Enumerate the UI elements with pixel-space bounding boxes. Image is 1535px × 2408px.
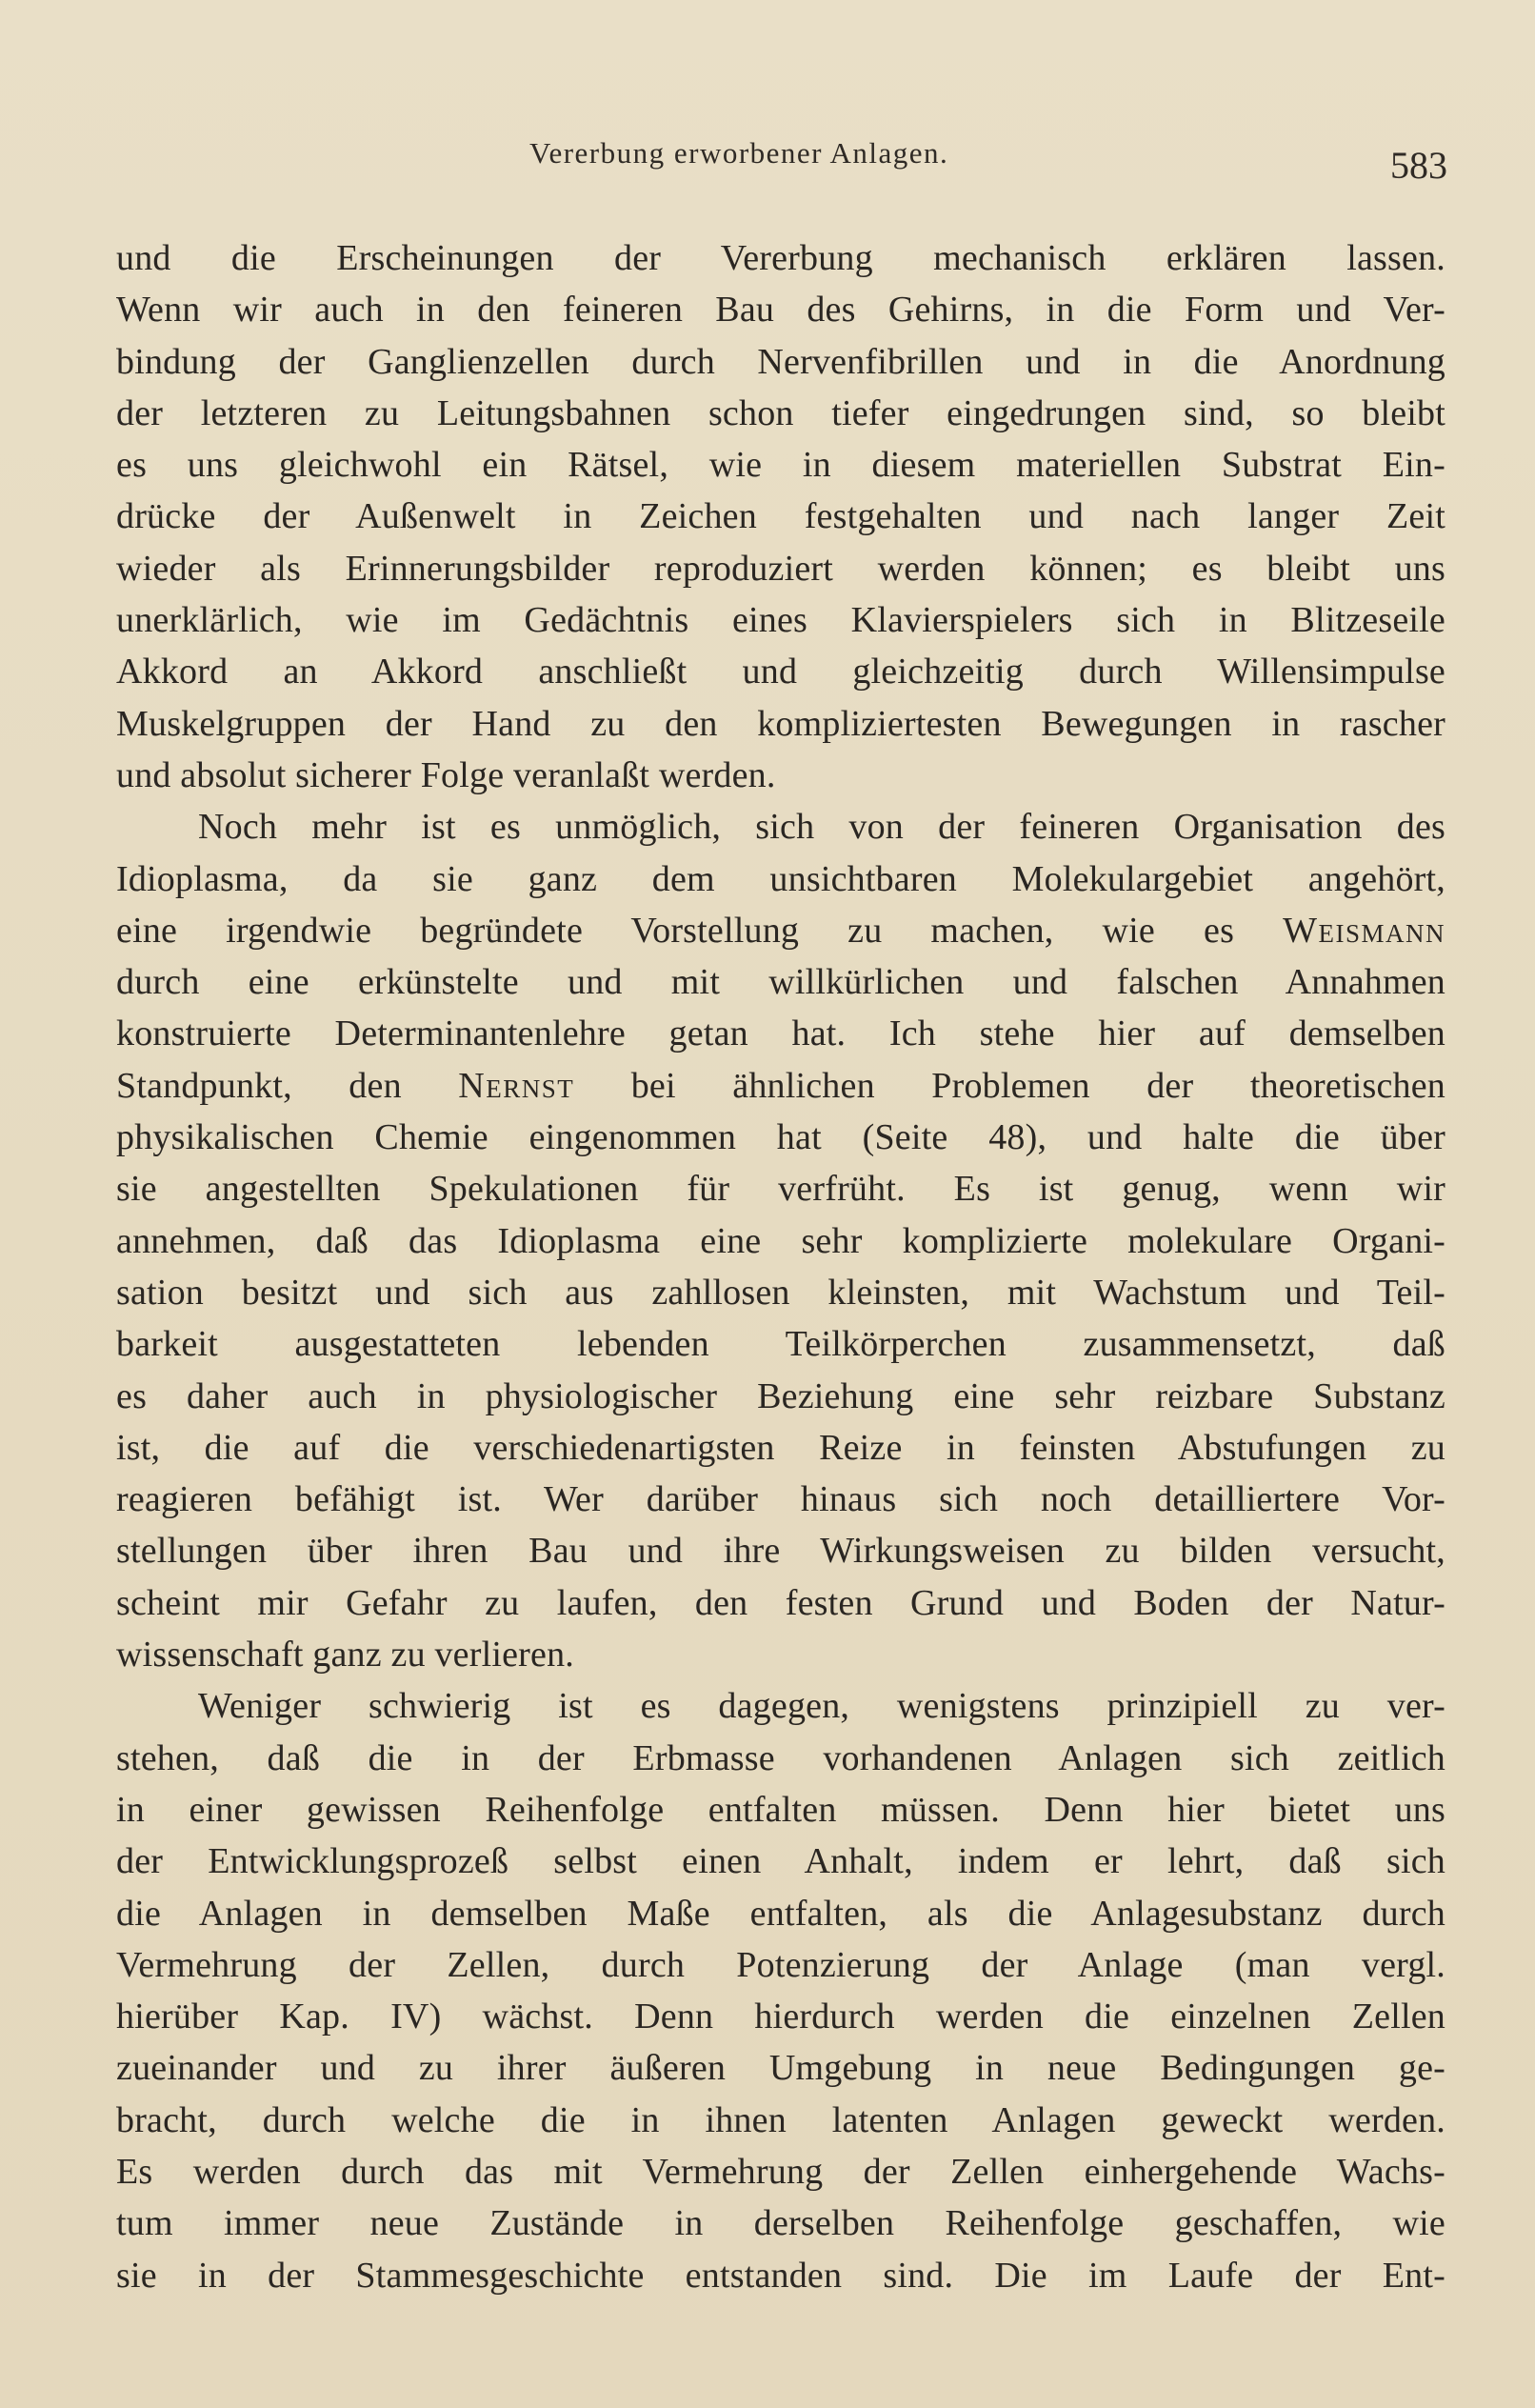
text-line: barkeit ausgestatteten lebenden Teilkörperchen zusammensetzt, daß [116,1324,1445,1365]
text-line: Wenn wir auch in den feineren Bau des Gehirns, in die Form und Ver- [116,290,1445,331]
paragraph-start-line: Weniger schwierig ist es dagegen, wenigstens prinzipiell zu ver- [198,1686,1445,1727]
paragraph-end-line: und absolut sicherer Folge veranlaßt werden. [116,754,776,795]
text-line: Akkord an Akkord anschließt und gleichzeitig durch Willensimpulse [116,652,1445,692]
text-line: sie angestellten Spekulationen für verfrüht. Es ist genug, wenn wir [116,1169,1445,1210]
text-line [116,1060,1445,1112]
text-line-segment: eine irgendwie begründete Vorstellung zu machen, wie es [116,910,1284,951]
text-line: Muskelgruppen der Hand zu den kompliziertesten Bewegungen in rascher [116,703,1445,744]
text-line: konstruierte Determinantenlehre getan hat. Ich stehe hier auf demselben [116,1013,1445,1054]
text-line: sie in der Stammesgeschichte entstanden sind. Die im Laufe der Ent- [116,2255,1445,2296]
text-line: hierüber Kap. IV) wächst. Denn hierdurch werden die einzelnen Zellen [116,1997,1445,2037]
paragraph-start-line: Noch mehr ist es unmöglich, sich von der feineren Organisation des [198,807,1445,848]
text-line: stellungen über ihren Bau und ihre Wirkungsweisen zu bilden versucht, [116,1531,1445,1572]
text-line [116,905,1445,956]
text-line: bindung der Ganglienzellen durch Nervenfibrillen und in die Anordnung [116,341,1445,382]
text-line: und die Erscheinungen der Vererbung mechanisch erklären lassen. [116,238,1445,278]
text-line: es daher auch in physiologischer Beziehung eine sehr reizbare Substanz [116,1375,1445,1416]
page-number: 583 [1390,144,1447,187]
text-line: Vermehrung der Zellen, durch Potenzierung der Anlage (man vergl. [116,1944,1445,1985]
text-line: bracht, durch welche die in ihnen latenten Anlagen geweckt werden. [116,2099,1445,2140]
text-line: die Anlagen in demselben Maße entfalten, als die Anlagesubstanz durch [116,1893,1445,1934]
text-line: der letzteren zu Leitungsbahnen schon tiefer eingedrungen sind, so bleibt [116,392,1445,433]
text-line: stehen, daß die in der Erbmasse vorhandenen Anlagen sich zeitlich [116,1737,1445,1778]
text-line: zueinander und zu ihrer äußeren Umgebung in neue Bedingungen ge- [116,2048,1445,2089]
author-name-nernst: Nernst [458,1065,575,1106]
text-line: drücke der Außenwelt in Zeichen festgehalten und nach langer Zeit [116,496,1445,537]
text-line: tum immer neue Zustände in derselben Reihenfolge geschaffen, wie [116,2203,1445,2244]
text-line: durch eine erkünstelte und mit willkürlichen und falschen Annahmen [116,962,1445,1003]
text-line: Idioplasma, da sie ganz dem unsichtbaren Molekulargebiet angehört, [116,858,1445,899]
text-line: physikalischen Chemie eingenommen hat (Seite 48), und halte die über [116,1117,1445,1158]
running-header-title: Vererbung erworbener Anlagen. [529,136,949,170]
text-line: es uns gleichwohl ein Rätsel, wie in diesem materiellen Substrat Ein- [116,445,1445,486]
text-line: unerklärlich, wie im Gedächtnis eines Klavierspielers sich in Blitzeseile [116,600,1445,641]
text-line: scheint mir Gefahr zu laufen, den festen Grund und Boden der Natur- [116,1582,1445,1623]
text-line: in einer gewissen Reihenfolge entfalten müssen. Denn hier bietet uns [116,1789,1445,1830]
text-line-segment: Standpunkt, den [116,1065,459,1106]
body-text [116,232,1445,2301]
text-line: reagieren befähigt ist. Wer darüber hinaus sich noch detailliertere Vor- [116,1479,1445,1520]
text-line: wieder als Erinnerungsbilder reproduziert werden können; es bleibt uns [116,548,1445,589]
paragraph-end-line: wissenschaft ganz zu verlieren. [116,1635,574,1676]
author-name-weismann: Weismann [1283,910,1445,951]
text-line: annehmen, daß das Idioplasma eine sehr komplizierte molekulare Organi- [116,1220,1445,1261]
text-line: sation besitzt und sich aus zahllosen kleinsten, mit Wachstum und Teil- [116,1272,1445,1313]
text-line: der Entwicklungsprozeß selbst einen Anhalt, indem er lehrt, daß sich [116,1841,1445,1882]
text-line: ist, die auf die verschiedenartigsten Reize in feinsten Abstufungen zu [116,1427,1445,1468]
text-line-segment: bei ähnlichen Problemen der theoretischen [574,1065,1445,1106]
text-line: Es werden durch das mit Vermehrung der Zellen einhergehende Wachs- [116,2151,1445,2192]
